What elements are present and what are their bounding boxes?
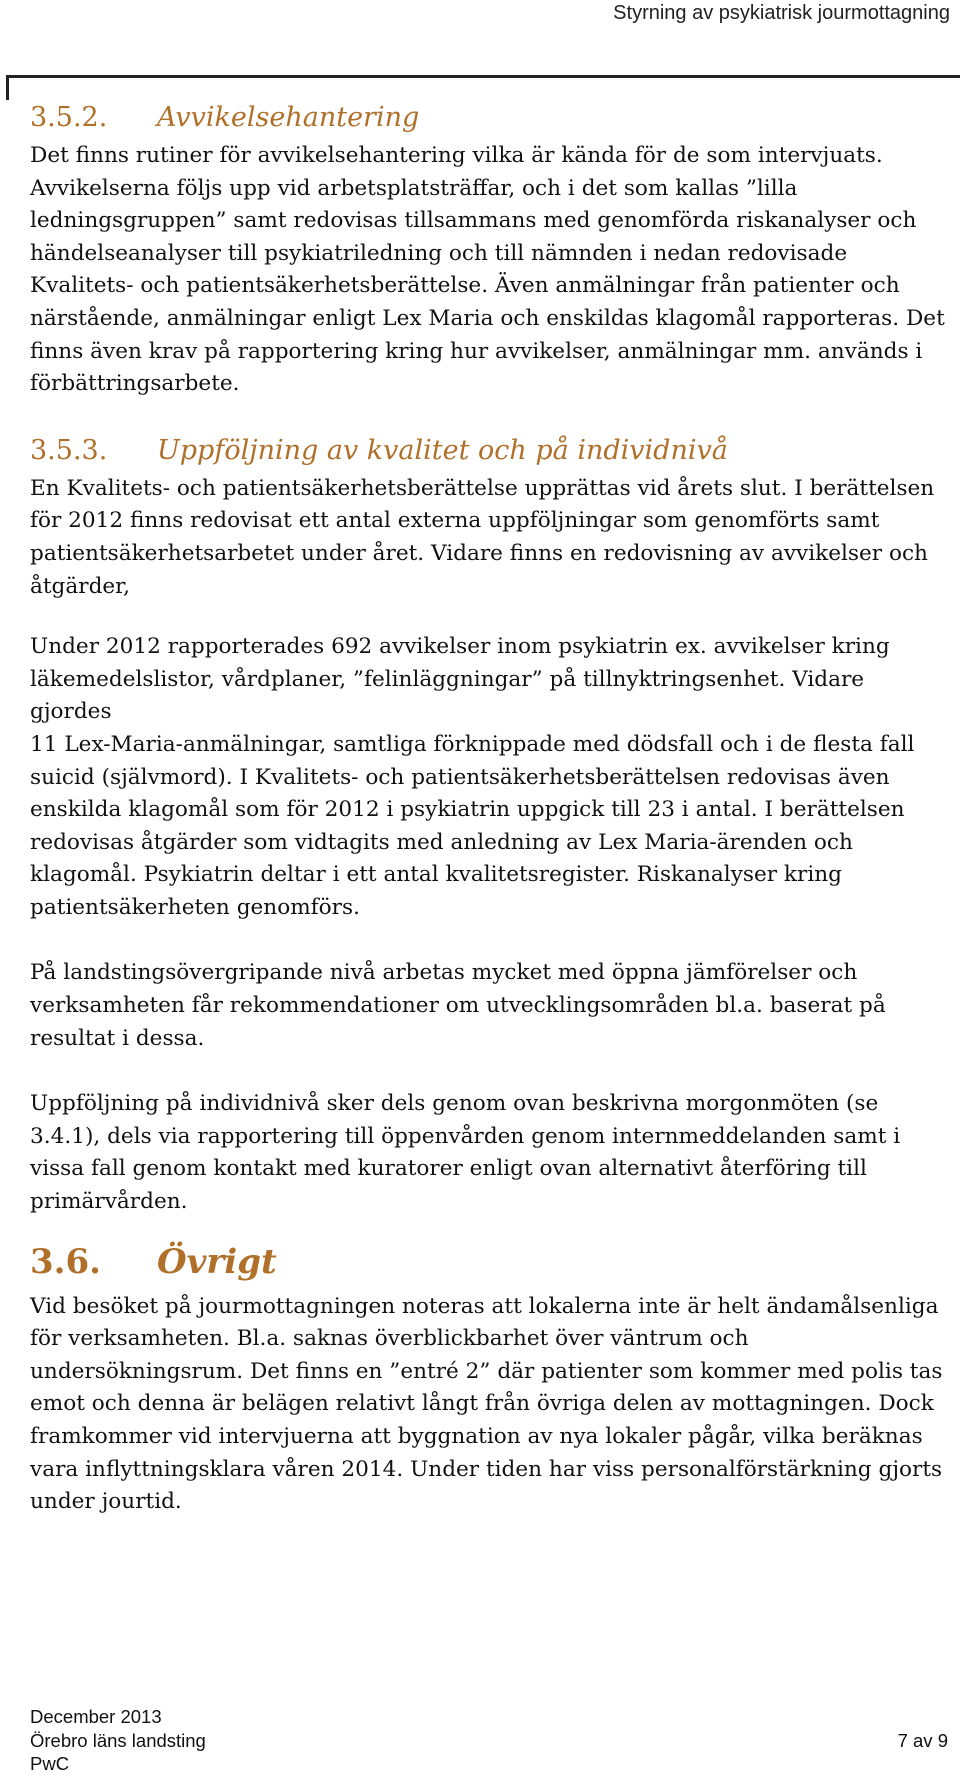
section-title: Avvikelsehantering — [157, 102, 420, 133]
page-footer — [30, 1705, 948, 1776]
running-header-title: Styrning av psykiatrisk jourmottagning — [613, 2, 950, 24]
header-rule-corner — [6, 75, 9, 100]
paragraph: Uppföljning på individnivå sker dels genom ovan beskrivna morgonmöten (se 3.4.1), dels via rapportering till öppenvården genom internmeddelanden samt i vissa fall genom kontakt med kuratorer enligt ovan alternativt återföring till primärvården. — [30, 1091, 901, 1215]
section-heading-3-6 — [30, 1233, 950, 1291]
paragraph: En Kvalitets- och patientsäkerhetsberättelse upprättas vid årets slut. I berättelsen för 2012 finns redovisat ett antal externa uppföljningar som genomförts samt patientsäkerhetsarbetet under året. Vidare finns en redovisning av avvikelser och åtgärder, — [30, 475, 935, 599]
paragraph: Vid besöket på jourmottagningen noteras att lokalerna inte är helt ändamålsenliga för verksamheten. Bl.a. saknas överblickbarhet över väntrum och undersökningsrum. Det finns en ”entré 2” där patienter som kommer med polis tas emot och denna är belägen relativt långt från övriga delen av mottagningen. Dock framkommer vid intervjuerna att byggnation av nya lokaler pågår, vilka beräknas vara inflyttningsklara våren 2014. Under tiden har viss personalförstärkning gjorts under jourtid. — [30, 1293, 943, 1515]
header-rule — [6, 75, 960, 78]
footer-firm: PwC — [30, 1753, 70, 1774]
section-number: 3.5.2. — [30, 102, 108, 133]
section-number: 3.6. — [30, 1241, 101, 1282]
paragraph: Under 2012 rapporterades 692 avvikelser inom psykiatrin ex. avvikelser kring läkemedelslistor, vårdplaner, ”felinläggningar” på tillnyktringsenhet. Vidare gjordes 11 Lex-Maria-anmälningar, samtliga förknippade med dödsfall och i de flesta fall suicid (självmord). I Kvalitets- och patientsäkerhetsberättelsen redovisas även enskilda klagomål som för 2012 i psykiatrin uppgick till 23 i antal. I berättelsen redovisas åtgärder som vidtagits med anledning av Lex Maria-ärenden och klagomål. Psykiatrin deltar i ett antal kvalitetsregister. Riskanalyser kring patientsäkerheten genomförs. — [30, 634, 915, 920]
section-heading-3-5-3 — [30, 429, 950, 473]
footer-organization: Örebro läns landsting — [30, 1729, 206, 1751]
footer-date: December 2013 — [30, 1706, 162, 1727]
section-number: 3.5.3. — [30, 434, 108, 466]
paragraph: Det finns rutiner för avvikelsehantering vilka är kända för de som intervjuats. Avvikelserna följs upp vid arbetsplatsträffar, och i det som kallas ”lilla ledningsgruppen” samt redovisas tillsammans med genomförda riskanalyser och händelseanalyser till psykiatriledning och till nämnden i nedan redovisade Kvalitets- och patientsäkerhetsberättelse. Även anmälningar från patienter och närstående, anmälningar enligt Lex Maria och enskildas klagomål rapporteras. Det finns även krav på rapportering kring hur avvikelser, anmälningar mm. används i förbättringsarbete. — [30, 143, 945, 397]
section-title: Uppföljning av kvalitet och på individnivå — [157, 434, 728, 466]
section-title: Övrigt — [157, 1241, 277, 1282]
paragraph: På landstingsövergripande nivå arbetas mycket med öppna jämförelser och verksamheten får rekommendationer om utvecklingsområden bl.a. baserat på resultat i dessa. — [30, 960, 886, 1051]
section-heading-3-5-2 — [30, 96, 950, 140]
page-content — [30, 96, 950, 1555]
page-number: 7 av 9 — [897, 1729, 948, 1751]
